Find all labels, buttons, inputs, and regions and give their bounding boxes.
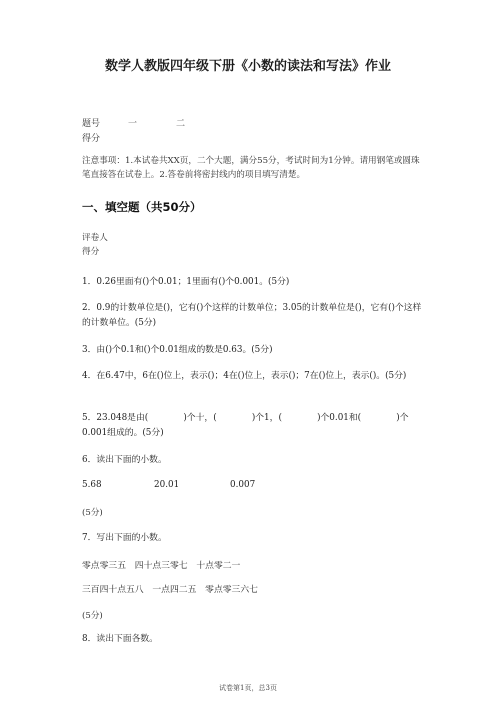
section-score-label: 得分 xyxy=(82,247,100,257)
q7-points: (5分) xyxy=(82,611,103,621)
question-number-label: 题号 xyxy=(82,119,101,129)
question-1: 1．0.26里面有()个0.01；1里面有()个0.001。(5分) xyxy=(82,277,290,287)
grader-label: 评卷人 xyxy=(82,233,108,243)
q7-row-2: 三百四十点五八 一点四二五 零点零三六七 xyxy=(82,585,258,595)
question-2: 2．0.9的计数单位是()，它有()个这样的计数单位；3.05的计数单位是()，它有()个这样的计数单位。(5分) xyxy=(82,303,422,328)
q6-points: (5分) xyxy=(82,508,103,518)
question-7: 7．写出下面的小数。 xyxy=(82,533,167,543)
question-4: 4．在6.47中，6在()位上，表示()；4在()位上，表示()；7在()位上，表示()。(5分) xyxy=(82,371,407,381)
part-two-label: 二 xyxy=(176,119,186,129)
q6-value: 5.68 xyxy=(82,480,102,490)
question-3: 3．由()个0.1和()个0.01组成的数是0.63。(5分) xyxy=(82,345,273,355)
score-label: 得分 xyxy=(82,134,101,144)
question-8: 8．读出下面各数。 xyxy=(82,634,158,644)
q6-value: 20.01 xyxy=(154,480,180,490)
page-footer: 试卷第1页，总3页 xyxy=(219,684,277,692)
score-table-header-row xyxy=(82,116,185,129)
section-heading: 一、填空题（共50分） xyxy=(82,200,202,214)
q6-values-row xyxy=(82,480,255,490)
question-6: 6．读出下面的小数。 xyxy=(82,455,167,465)
notice-text: 注意事项：1.本试卷共XX页，二个大题，满分55分，考试时间为1分钟。请用钢笔或圆珠笔直接答在试卷上。2.答卷前将密封线内的项目填写清楚。 xyxy=(82,156,420,180)
q7-row-1: 零点零三五 四十点三零七 十点零二一 xyxy=(82,561,241,571)
question-5: 5．23.048是由( )个十，( )个1，( )个0.01和( )个0.001组成的。(5分) xyxy=(82,413,409,438)
document-title: 数学人教版四年级下册《小数的读法和写法》作业 xyxy=(104,59,391,74)
part-one-label: 一 xyxy=(128,119,138,129)
q6-value: 0.007 xyxy=(230,480,256,490)
